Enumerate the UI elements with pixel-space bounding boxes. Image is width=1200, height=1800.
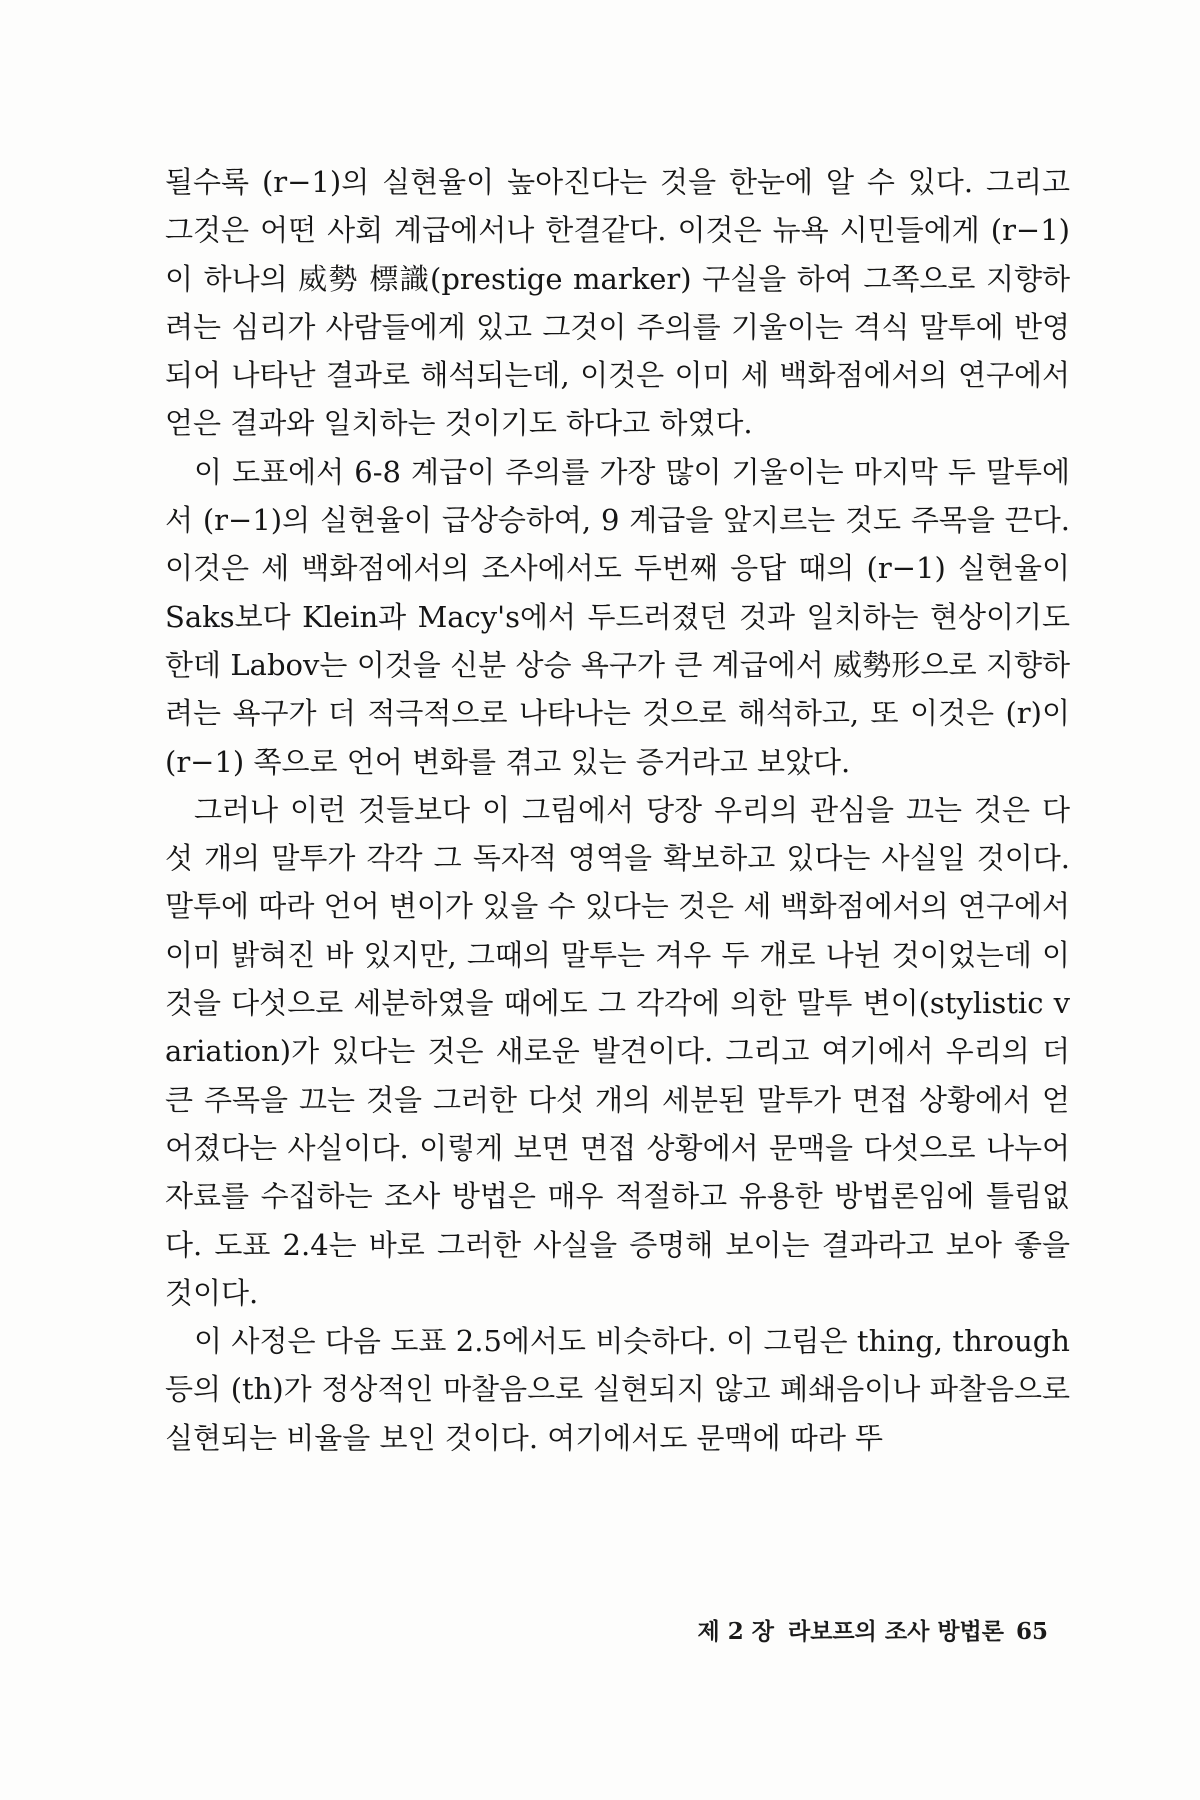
page-number: 65	[1015, 1618, 1048, 1645]
body-text	[165, 158, 1070, 1462]
paragraph-3: 그러나 이런 것들보다 이 그림에서 당장 우리의 관심을 끄는 것은 다섯 개의 말투가 각각 그 독자적 영역을 확보하고 있다는 사실일 것이다. 말투에 따라 언어 변이가 있을 수 있다는 것은 세 백화점에서의 연구에서 이미 밝혀진 바 있지만, 그때의 말투는 겨우 두 개로 나뉜 것이었는데 이것을 다섯으로 세분하였을 때에도 그 각각에 의한 말투 변이(stylistic variation)가 있다는 것은 새로운 발견이다. 그리고 여기에서 우리의 더 큰 주목을 끄는 것을 그러한 다섯 개의 세분된 말투가 면접 상황에서 얻어졌다는 사실이다. 이렇게 보면 면접 상황에서 문맥을 다섯으로 나누어 자료를 수집하는 조사 방법은 매우 적절하고 유용한 방법론임에 틀림없다. 도표 2.4는 바로 그러한 사실을 증명해 보이는 결과라고 보아 좋을 것이다.	[165, 792, 1070, 1310]
paragraph-1: 될수록 (r−1)의 실현율이 높아진다는 것을 한눈에 알 수 있다. 그리고 그것은 어떤 사회 계급에서나 한결같다. 이것은 뉴욕 시민들에게 (r−1)이 하나의 威勢 標識(prestige marker) 구실을 하여 그쪽으로 지향하려는 심리가 사람들에게 있고 그것이 주의를 기울이는 격식 말투에 반영되어 나타난 결과로 해석되는데, 이것은 이미 세 백화점에서의 연구에서 얻은 결과와 일치하는 것이기도 하다고 하였다.	[165, 165, 1070, 441]
footer-title: 라보프의 조사 방법론	[788, 1618, 1004, 1645]
footer-chapter: 제 2 장	[697, 1618, 774, 1645]
running-footer	[698, 1613, 1048, 1646]
paragraph-2: 이 도표에서 6-8 계급이 주의를 가장 많이 기울이는 마지막 두 말투에서 (r−1)의 실현율이 급상승하여, 9 계급을 앞지르는 것도 주목을 끈다. 이것은 세 백화점에서의 조사에서도 두번째 응답 때의 (r−1) 실현율이 Saks보다 Klein과 Macy's에서 두드러졌던 것과 일치하는 현상이기도 한데 Labov는 이것을 신분 상승 욕구가 큰 계급에서 威勢形으로 지향하려는 욕구가 더 적극적으로 나타나는 것으로 해석하고, 또 이것은 (r)이 (r−1) 쪽으로 언어 변화를 겪고 있는 증거라고 보았다.	[165, 454, 1070, 779]
paragraph-4: 이 사정은 다음 도표 2.5에서도 비슷하다. 이 그림은 thing, through 등의 (th)가 정상적인 마찰음으로 실현되지 않고 폐쇄음이나 파찰음으로 실현되는 비율을 보인 것이다. 여기에서도 문맥에 따라 뚜	[165, 1324, 1070, 1455]
